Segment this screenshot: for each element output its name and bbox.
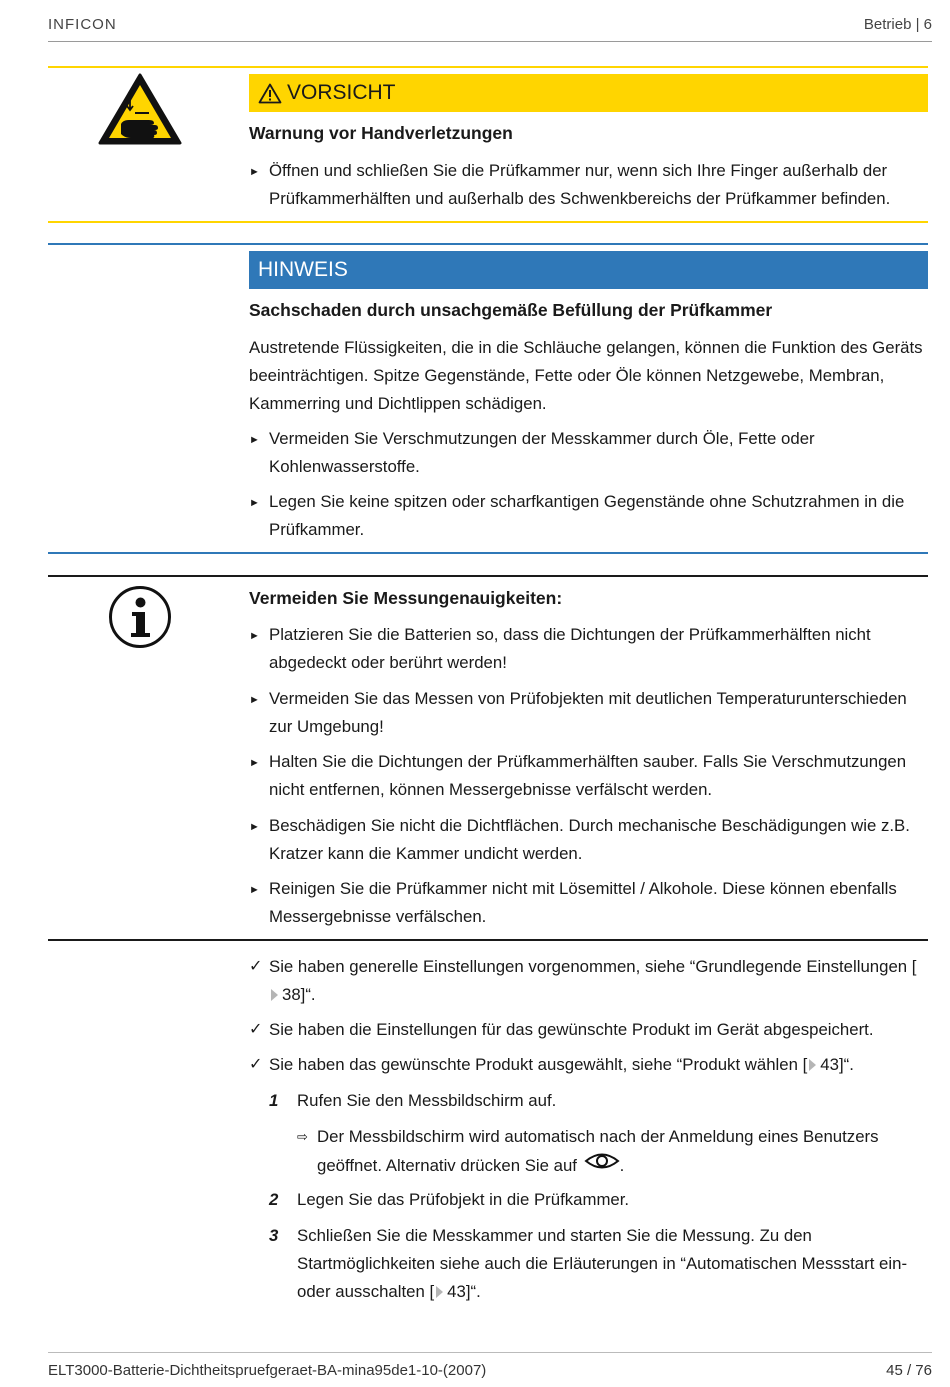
bullet-icon: ► <box>249 166 260 178</box>
caution-top-rule <box>48 66 928 68</box>
page-ref-arrow-icon <box>809 1059 816 1071</box>
notice-item-text: Vermeiden Sie Verschmutzungen der Messkammer durch Öle, Fette oder Kohlenwasserstoffe. <box>269 429 815 476</box>
step-number: 1 <box>269 1091 279 1110</box>
info-item <box>249 621 929 677</box>
step-text: Schließen Sie die Messkammer und starten Sie die Messung. Zu den Startmöglichkeiten siehe auch die Erläuterungen in “Automatischen Messstart ein- oder ausschalten [ <box>297 1226 908 1301</box>
bullet-icon: ► <box>249 434 260 446</box>
notice-title: Sachschaden durch unsachgemäße Befüllung der Prüfkammer <box>249 300 773 320</box>
step-item <box>269 1186 929 1214</box>
prereq-text-end: ]“. <box>300 985 316 1004</box>
prereq-item <box>249 1016 929 1044</box>
info-item-text: Beschädigen Sie nicht die Dichtflächen. Durch mechanische Beschädigungen wie z.B. Kratzer kann die Kammer undicht werden. <box>269 816 910 863</box>
info-item-text: Halten Sie die Dichtungen der Prüfkammerhälften sauber. Falls Sie Verschmutzungen nicht entfernen, können Messergebnisse verfälscht werden. <box>269 752 907 799</box>
step-item <box>269 1087 929 1115</box>
info-item-text: Platzieren Sie die Batterien so, dass die Dichtungen der Prüfkammerhälften nicht abgedeckt oder berührt werden! <box>269 625 871 672</box>
bullet-icon: ► <box>249 821 260 833</box>
step-result <box>297 1123 929 1180</box>
notice-top-rule <box>48 243 928 245</box>
prereq-text-end: ]“. <box>838 1055 854 1074</box>
info-title: Vermeiden Sie Messungenauigkeiten: <box>249 588 563 608</box>
hand-injury-warning-icon <box>97 72 183 146</box>
footer-page-number: 45 / 76 <box>886 1362 932 1379</box>
caution-bottom-rule <box>48 221 928 223</box>
caution-label: VORSICHT <box>287 81 396 104</box>
caution-item-text: Öffnen und schließen Sie die Prüfkammer nur, wenn sich Ihre Finger außerhalb der Prüfkammerhälften und außerhalb des Schwenkbereichs der Prüfkammer befinden. <box>269 161 891 208</box>
page-ref-arrow-icon <box>271 989 278 1001</box>
bullet-icon: ► <box>249 757 260 769</box>
step-text-end: ]“. <box>465 1282 481 1301</box>
step-number: 3 <box>269 1226 279 1245</box>
info-item-text: Vermeiden Sie das Messen von Prüfobjekten mit deutlichen Temperaturunterschieden zur Umgebung! <box>269 689 907 736</box>
checkmark-icon: ✓ <box>249 1021 263 1038</box>
notice-bottom-rule <box>48 552 928 554</box>
step-number: 2 <box>269 1190 279 1209</box>
bullet-icon: ► <box>249 694 260 706</box>
info-item-text: Reinigen Sie die Prüfkammer nicht mit Lösemittel / Alkohole. Diese können ebenfalls Messergebnisse verfälschen. <box>269 879 897 926</box>
step-text: Legen Sie das Prüfobjekt in die Prüfkammer. <box>297 1190 630 1209</box>
step-text: Rufen Sie den Messbildschirm auf. <box>297 1091 557 1110</box>
warning-triangle-icon <box>258 83 282 104</box>
result-arrow-icon: ⇨ <box>297 1129 308 1144</box>
prereq-text: Sie haben generelle Einstellungen vorgenommen, siehe “Grundlegende Einstellungen [ <box>269 957 917 976</box>
notice-banner <box>249 251 928 289</box>
prereq-text: Sie haben die Einstellungen für das gewünschte Produkt im Gerät abgespeichert. <box>269 1020 874 1039</box>
step-page-link[interactable]: 43 <box>447 1282 466 1301</box>
page-ref-arrow-icon <box>436 1286 443 1298</box>
notice-item <box>249 488 929 544</box>
notice-item <box>249 425 929 481</box>
info-item <box>249 685 929 741</box>
step-item <box>269 1222 929 1306</box>
info-item <box>249 748 929 804</box>
prereq-page-link[interactable]: 43 <box>820 1055 839 1074</box>
prereq-item <box>249 1051 929 1079</box>
bullet-icon: ► <box>249 497 260 509</box>
step-result-end: . <box>619 1156 625 1175</box>
info-item <box>249 875 929 931</box>
prereq-page-link[interactable]: 38 <box>282 985 301 1004</box>
notice-item-text: Legen Sie keine spitzen oder scharfkantigen Gegenstände ohne Schutzrahmen in die Prüfkammer. <box>269 492 905 539</box>
info-bottom-rule <box>48 939 928 941</box>
prereq-item <box>249 953 929 1009</box>
eye-icon[interactable] <box>584 1151 620 1171</box>
footer-divider <box>48 1352 932 1353</box>
notice-paragraph: Austretende Flüssigkeiten, die in die Schläuche gelangen, können die Funktion des Geräts beeinträchtigen. Spitze Gegenstände, Fette oder Öle können Netzgewebe, Membran, Kammerring und Dichtlippen schädigen. <box>249 338 923 413</box>
header-section: Betrieb | 6 <box>863 16 932 33</box>
caution-banner <box>249 74 928 112</box>
prereq-text: Sie haben das gewünschte Produkt ausgewählt, siehe “Produkt wählen [ <box>269 1055 808 1074</box>
bullet-icon: ► <box>249 630 260 642</box>
bullet-icon: ► <box>249 884 260 896</box>
info-item <box>249 812 929 868</box>
step-result-text: Der Messbildschirm wird automatisch nach der Anmeldung eines Benutzers geöffnet. Alternativ drücken Sie auf <box>317 1127 879 1175</box>
info-icon <box>108 585 172 649</box>
footer-document-id: ELT3000-Batterie-Dichtheitspruefgeraet-BA-mina95de1-10-(2007) <box>48 1362 487 1379</box>
caution-title: Warnung vor Handverletzungen <box>249 123 513 143</box>
header-brand: INFICON <box>48 16 117 33</box>
checkmark-icon: ✓ <box>249 1056 263 1073</box>
checkmark-icon: ✓ <box>249 958 263 975</box>
caution-item <box>249 157 929 213</box>
info-top-rule <box>48 575 928 577</box>
header-divider <box>48 41 932 42</box>
notice-label: HINWEIS <box>258 258 348 281</box>
